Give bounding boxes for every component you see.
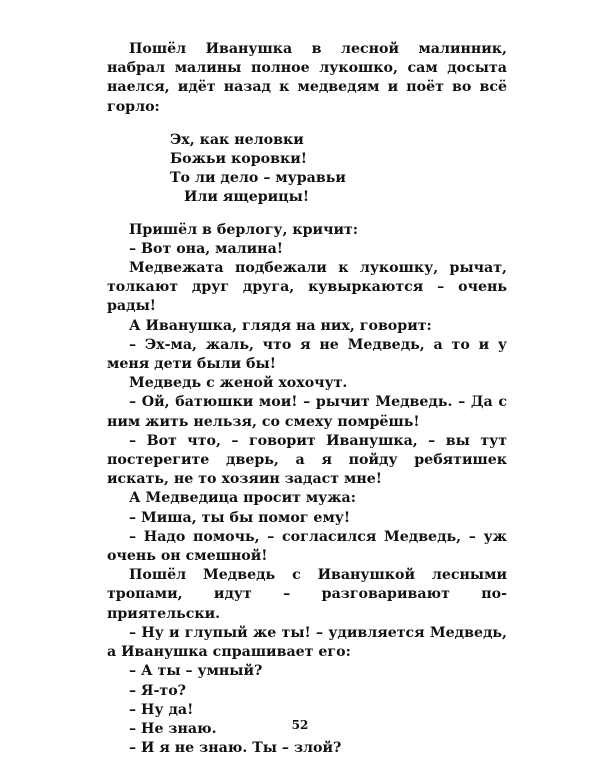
dialogue-line: – Ну и глупый же ты! – удивляется Медведь, а Иванушка спрашивает его: [107,624,507,661]
paragraph: Пришёл в берлогу, кричит: [129,221,359,238]
dialogue-line: – Ой, батюшки мои! – рычит Медведь. – Да с ним жить нельзя, со смеху помрёшь! [107,394,507,430]
dialogue-line: – Не знаю. [129,720,217,737]
poem-line: То ли дело – муравьи [170,170,346,187]
paragraph: А Иванушка, глядя на них, говорит: [129,317,432,334]
page-number: 52 [291,718,309,732]
poem-line: Божьи коровки! [170,151,307,168]
dialogue-line: – Вот она, малина! [129,240,283,257]
paragraph: А Медведица просит мужа: [129,490,356,507]
dialogue-line: – Я-то? [129,682,186,699]
dialogue-line: – Миша, ты бы помог ему! [129,509,351,526]
paragraph: Медвежата подбежали к лукошку, рычат, толкают друг друга, кувыркаются – очень рады! [107,260,507,315]
dialogue-line: – Надо помочь, – согласился Медведь, – уж очень он смешной! [107,528,507,565]
dialogue-line: – А ты – умный? [129,663,263,680]
paragraph: Пошёл Медведь с Иванушкой лесными тропами, идут – разговаривают по-приятельски. [107,567,507,622]
dialogue-line: – Ну да! [129,701,194,718]
poem-line: Или ящерицы! [184,189,310,206]
story-text [107,40,507,758]
dialogue-line: – Вот что, – говорит Иванушка, – вы тут постерегите дверь, а я пойду ребятишек искать, не то хозяин задаст мне! [107,432,507,488]
paragraph: Пошёл Иванушка в лесной малинник, набрал малины полное лукошко, сам досыта наелся, идёт назад к медведям и поёт во всё горло: [107,41,507,115]
paragraph: Медведь с женой хохочут. [129,375,348,392]
poem-line: Эх, как неловки [170,131,304,148]
poem-stanza [107,131,507,208]
dialogue-line: – Эх-ма, жаль, что я не Медведь, а то и у меня дети были бы! [107,336,507,373]
dialogue-line: – И я не знаю. Ты – злой? [129,740,342,757]
